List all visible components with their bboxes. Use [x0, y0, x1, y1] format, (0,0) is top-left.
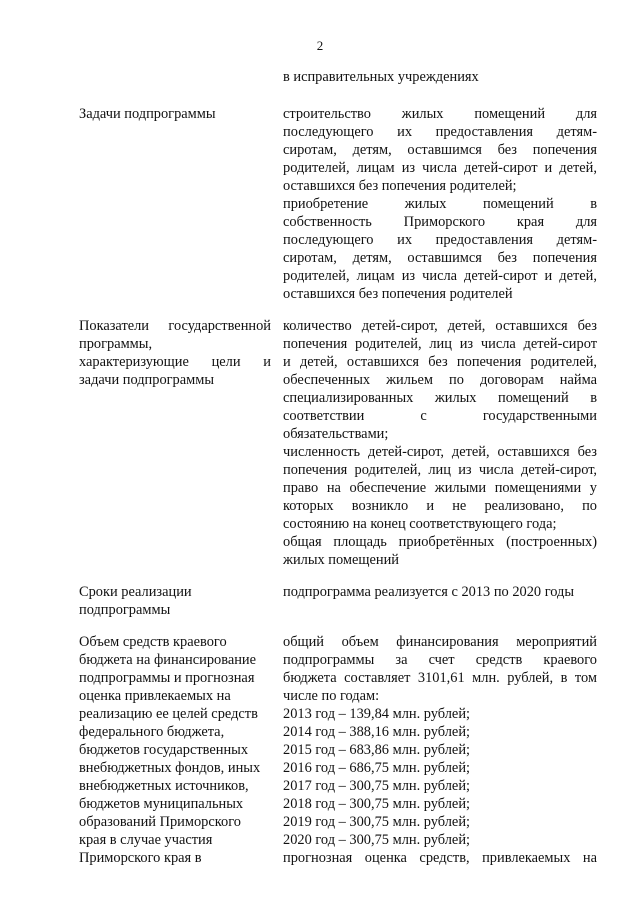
row-value-line: попечения родителей, лиц из числа детей-сирот,	[283, 462, 597, 478]
row-value-line: 2019 год – 300,75 млн. рублей;	[283, 814, 471, 830]
row-value-line: последующего их предоставления детям-	[283, 124, 597, 140]
row-value-line: сиротам, детям, оставшимся без попечения	[283, 142, 597, 158]
row-value-line: 2020 год – 300,75 млн. рублей;	[283, 832, 471, 848]
row-value-line: численность детей-сирот, детей, оставшихся без	[283, 444, 597, 460]
row-label-line: Сроки реализации	[79, 584, 192, 600]
row-value-line: подпрограмма реализуется с 2013 по 2020 годы	[283, 584, 575, 600]
row-label-line: подпрограммы	[79, 602, 171, 618]
row-value-line: 2018 год – 300,75 млн. рублей;	[283, 796, 471, 812]
row-label-line: подпрограммы и прогнозная	[79, 670, 255, 686]
row-label-line: Показатели государственной	[79, 318, 271, 334]
row-value-line: состоянию на конец соответствующего года;	[283, 516, 557, 532]
row-value-line: которых возникло и не реализовано, по	[283, 498, 597, 514]
row-label-line: края в случае участия	[79, 832, 213, 848]
row-value-line: попечения родителей, лиц из числа детей-сирот	[283, 336, 597, 352]
row-label-line: характеризующие цели и	[79, 354, 271, 370]
header-continuation: в исправительных учреждениях	[283, 69, 479, 85]
row-value-line: приобретение жилых помещений в	[283, 196, 597, 212]
row-label-line: Задачи подпрограммы	[79, 106, 216, 122]
row-value-line: 2013 год – 139,84 млн. рублей;	[283, 706, 471, 722]
row-value-line: бюджета составляет 3101,61 млн. рублей, в том	[283, 670, 597, 686]
row-value-line: собственность Приморского края для	[283, 214, 597, 230]
row-value-line: родителей, лицам из числа детей-сирот и детей,	[283, 268, 597, 284]
row-label-line: Объем средств краевого	[79, 634, 227, 650]
row-value-line: соответствии с государственными	[283, 408, 597, 424]
row-value-line: специализированных жилых помещений в	[283, 390, 597, 406]
row-label-line: оценка привлекаемых на	[79, 688, 231, 704]
row-label-line: задачи подпрограммы	[79, 372, 215, 388]
row-value-line: 2014 год – 388,16 млн. рублей;	[283, 724, 471, 740]
row-value-line: сиротам, детям, оставшимся без попечения	[283, 250, 597, 266]
row-label-line: бюджета на финансирование	[79, 652, 257, 668]
row-value-line: оставшихся без попечения родителей;	[283, 178, 517, 194]
row-value-line: обеспеченных жильем по договорам найма	[283, 372, 597, 388]
row-value-line: количество детей-сирот, детей, оставшихся без	[283, 318, 597, 334]
row-label-line: бюджетов муниципальных	[79, 796, 244, 812]
row-label-line: внебюджетных источников,	[79, 778, 249, 794]
row-value-line: жилых помещений	[283, 552, 399, 568]
row-value-line: числе по годам:	[283, 688, 380, 704]
row-label-line: федерального бюджета,	[79, 724, 225, 740]
row-value-line: прогнозная оценка средств, привлекаемых на	[283, 850, 597, 866]
row-value-line: подпрограммы за счет средств краевого	[283, 652, 597, 668]
row-label-line: бюджетов государственных	[79, 742, 249, 758]
row-value-line: обязательствами;	[283, 426, 389, 442]
row-value-line: 2017 год – 300,75 млн. рублей;	[283, 778, 471, 794]
row-value-line: и детей, оставшихся без попечения родителей,	[283, 354, 597, 370]
row-value-line: оставшихся без попечения родителей	[283, 286, 513, 302]
row-value-line: строительство жилых помещений для	[283, 106, 597, 122]
row-value-line: 2016 год – 686,75 млн. рублей;	[283, 760, 471, 776]
page-number: 2	[316, 38, 324, 53]
row-value-line: общая площадь приобретённых (построенных)	[283, 534, 597, 550]
row-label-line: внебюджетных фондов, иных	[79, 760, 261, 776]
row-value-line: общий объем финансирования мероприятий	[283, 634, 597, 650]
row-value-line: 2015 год – 683,86 млн. рублей;	[283, 742, 471, 758]
row-label-line: образований Приморского	[79, 814, 241, 830]
row-value-line: право на обеспечение жилыми помещениями у	[283, 480, 597, 496]
row-value-line: родителей, лицам из числа детей-сирот и детей,	[283, 160, 597, 176]
row-label-line: Приморского края в	[79, 850, 202, 866]
row-value-line: последующего их предоставления детям-	[283, 232, 597, 248]
row-label-line: реализацию ее целей средств	[79, 706, 258, 722]
row-label-line: программы,	[79, 336, 153, 352]
